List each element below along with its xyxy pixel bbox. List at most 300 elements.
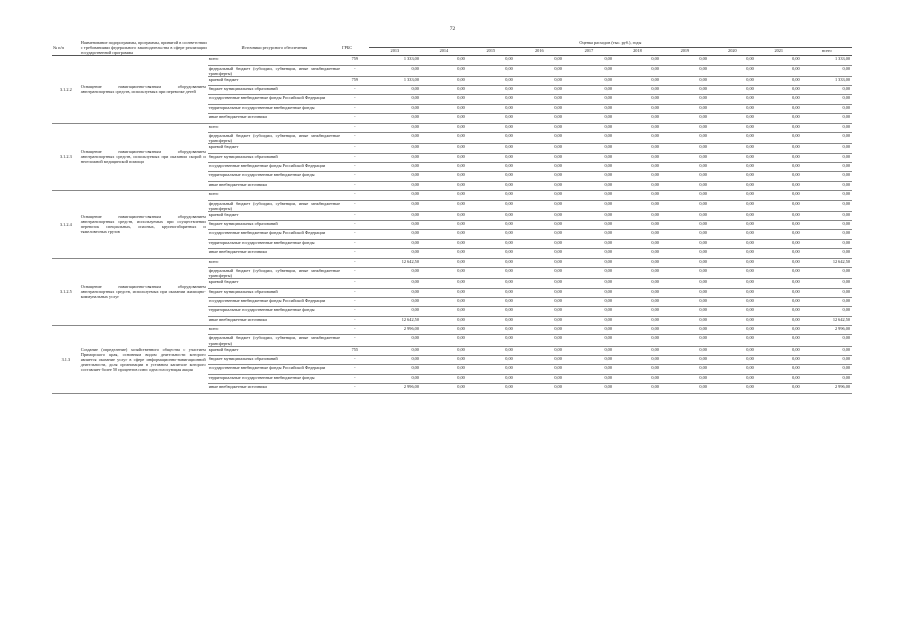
header-year: всего: [802, 48, 852, 56]
amount-cell: 0,00: [802, 114, 852, 123]
amount-cell: 0,00: [467, 172, 515, 181]
amount-cell: 0,00: [564, 56, 614, 65]
amount-cell: 0,00: [756, 288, 802, 297]
amount-cell: 0,00: [515, 181, 564, 190]
amount-cell: 0,00: [564, 65, 614, 76]
source-label: всего: [208, 56, 341, 65]
source-label: территориальные государственные внебюджетные фонды: [208, 374, 341, 383]
source-label: территориальные государственные внебюджетные фонды: [208, 172, 341, 181]
amount-cell: 0,00: [467, 239, 515, 248]
amount-cell: 0,00: [709, 239, 756, 248]
item-name: Оснащение навигационно-связным оборудованием автотранспортных средств, используемых при перевозке детей: [80, 56, 208, 123]
header-source: Источники ресурсного обеспечения: [208, 40, 341, 56]
amount-cell: 0,00: [369, 288, 421, 297]
amount-cell: 0,00: [421, 307, 467, 316]
amount-cell: 0,00: [515, 335, 564, 346]
amount-cell: 0,00: [709, 230, 756, 239]
amount-cell: 0,00: [756, 65, 802, 76]
item-name: Оснащение навигационно-связным оборудованием автотранспортных средств, используемых при осуществлении перевозок специальных, опасных, крупногабаритных и тяжеловесных грузов: [80, 191, 208, 258]
amount-cell: 0,00: [756, 200, 802, 211]
amount-cell: 0,00: [421, 95, 467, 104]
amount-cell: 0,00: [661, 95, 709, 104]
amount-cell: 0,00: [467, 153, 515, 162]
amount-cell: 0,00: [661, 374, 709, 383]
amount-cell: 0,00: [515, 365, 564, 374]
amount-cell: 0,00: [614, 181, 661, 190]
grbs-code: -: [341, 211, 369, 220]
amount-cell: 0,00: [515, 86, 564, 95]
amount-cell: 0,00: [661, 200, 709, 211]
amount-cell: 0,00: [421, 211, 467, 220]
amount-cell: 0,00: [421, 374, 467, 383]
grbs-code: -: [341, 288, 369, 297]
amount-cell: 0,00: [661, 384, 709, 393]
amount-cell: 0,00: [756, 297, 802, 306]
amount-cell: 0,00: [614, 95, 661, 104]
amount-cell: 0,00: [614, 123, 661, 132]
amount-cell: 0,00: [614, 144, 661, 153]
amount-cell: 0,00: [467, 267, 515, 278]
source-label: федеральный бюджет (субсидии, субвенции, иные межбюджетные трансферты): [208, 335, 340, 346]
amount-cell: 0,00: [421, 221, 467, 230]
amount-cell: 0,00: [756, 279, 802, 288]
source-label: государственные внебюджетные фонды Российской Федерации: [208, 297, 341, 306]
grbs-code: 755: [341, 346, 369, 355]
amount-cell: 0,00: [709, 355, 756, 364]
amount-cell: 0,00: [369, 355, 421, 364]
amount-cell: 0,00: [564, 374, 614, 383]
amount-cell: 0,00: [614, 114, 661, 123]
amount-cell: 0,00: [515, 346, 564, 355]
amount-cell: 0,00: [421, 144, 467, 153]
amount-cell: 0,00: [709, 267, 756, 278]
source-label: краевой бюджет: [208, 346, 341, 355]
amount-cell: 0,00: [614, 239, 661, 248]
amount-cell: 0,00: [756, 95, 802, 104]
header-name: Наименование подпрограммы, программы, принятой в соответствии с требованиями федерального законодательства в сфере реализации государственной программы: [80, 40, 207, 56]
amount-cell: 0,00: [564, 355, 614, 364]
amount-cell: 0,00: [756, 76, 802, 85]
amount-cell: 0,00: [756, 162, 802, 171]
amount-cell: 0,00: [802, 133, 852, 144]
amount-cell: 0,00: [661, 56, 709, 65]
amount-cell: 0,00: [369, 172, 421, 181]
amount-cell: 0,00: [564, 221, 614, 230]
amount-cell: 0,00: [515, 95, 564, 104]
amount-cell: 0,00: [369, 279, 421, 288]
item-number: 3.1.2.5: [52, 258, 80, 325]
amount-cell: 0,00: [515, 144, 564, 153]
amount-cell: 0,00: [564, 172, 614, 181]
amount-cell: 0,00: [369, 230, 421, 239]
header-year: 2021: [756, 48, 802, 56]
header-year: 2019: [661, 48, 709, 56]
amount-cell: 0,00: [661, 162, 709, 171]
source-label: государственные внебюджетные фонды Российской Федерации: [208, 162, 341, 171]
amount-cell: 0,00: [467, 316, 515, 325]
table-row: [52, 123, 852, 132]
header-year: 2018: [614, 48, 661, 56]
amount-cell: 0,00: [515, 114, 564, 123]
item-number: 3.1.3: [52, 326, 80, 393]
amount-cell: 0,00: [802, 153, 852, 162]
amount-cell: 0,00: [802, 297, 852, 306]
amount-cell: 0,00: [709, 297, 756, 306]
source-label: бюджет муниципальных образований: [208, 221, 341, 230]
amount-cell: 0,00: [421, 104, 467, 113]
amount-cell: 0,00: [709, 288, 756, 297]
amount-cell: 0,00: [709, 133, 756, 144]
amount-cell: 0,00: [369, 153, 421, 162]
amount-cell: 0,00: [709, 335, 756, 346]
amount-cell: 0,00: [614, 326, 661, 335]
amount-cell: 0,00: [661, 258, 709, 267]
amount-cell: 0,00: [515, 230, 564, 239]
source-label: всего: [208, 123, 341, 132]
amount-cell: 0,00: [369, 191, 421, 200]
amount-cell: 0,00: [467, 221, 515, 230]
amount-cell: 0,00: [369, 221, 421, 230]
amount-cell: 0,00: [369, 65, 421, 76]
amount-cell: 0,00: [369, 335, 421, 346]
header-num: № п/п: [52, 40, 80, 56]
amount-cell: 0,00: [709, 104, 756, 113]
amount-cell: 0,00: [661, 181, 709, 190]
amount-cell: 0,00: [756, 316, 802, 325]
amount-cell: 0,00: [756, 335, 802, 346]
amount-cell: 0,00: [661, 239, 709, 248]
amount-cell: 0,00: [467, 346, 515, 355]
amount-cell: 0,00: [421, 191, 467, 200]
amount-cell: 0,00: [614, 267, 661, 278]
grbs-code: 759: [341, 56, 369, 65]
grbs-code: -: [341, 335, 369, 346]
amount-cell: 0,00: [421, 162, 467, 171]
amount-cell: 0,00: [614, 307, 661, 316]
amount-cell: 0,00: [564, 230, 614, 239]
amount-cell: 0,00: [421, 114, 467, 123]
grbs-code: -: [341, 172, 369, 181]
amount-cell: 0,00: [756, 211, 802, 220]
grbs-code: -: [341, 326, 369, 335]
amount-cell: 0,00: [564, 114, 614, 123]
amount-cell: 0,00: [614, 249, 661, 258]
amount-cell: 0,00: [709, 191, 756, 200]
amount-cell: 0,00: [709, 95, 756, 104]
amount-cell: 0,00: [421, 316, 467, 325]
amount-cell: 0,00: [467, 200, 515, 211]
source-label: краевой бюджет: [208, 76, 341, 85]
grbs-code: -: [341, 95, 369, 104]
amount-cell: 0,00: [369, 144, 421, 153]
amount-cell: 0,00: [564, 211, 614, 220]
grbs-code: -: [341, 355, 369, 364]
amount-cell: 0,00: [661, 153, 709, 162]
amount-cell: 0,00: [709, 211, 756, 220]
amount-cell: 0,00: [756, 172, 802, 181]
amount-cell: 0,00: [515, 133, 564, 144]
amount-cell: 12 642,50: [369, 258, 421, 267]
amount-cell: 0,00: [661, 288, 709, 297]
source-label: краевой бюджет: [208, 279, 341, 288]
amount-cell: 0,00: [661, 307, 709, 316]
amount-cell: 0,00: [756, 86, 802, 95]
amount-cell: 0,00: [661, 211, 709, 220]
amount-cell: 0,00: [515, 374, 564, 383]
amount-cell: 0,00: [467, 76, 515, 85]
amount-cell: 0,00: [369, 239, 421, 248]
amount-cell: 0,00: [614, 384, 661, 393]
amount-cell: 0,00: [515, 211, 564, 220]
amount-cell: 0,00: [467, 365, 515, 374]
amount-cell: 0,00: [421, 56, 467, 65]
amount-cell: 0,00: [564, 95, 614, 104]
amount-cell: 0,00: [369, 365, 421, 374]
grbs-code: -: [341, 221, 369, 230]
amount-cell: 0,00: [661, 191, 709, 200]
amount-cell: 0,00: [369, 211, 421, 220]
amount-cell: 0,00: [709, 249, 756, 258]
amount-cell: 0,00: [614, 56, 661, 65]
amount-cell: 0,00: [564, 133, 614, 144]
amount-cell: 0,00: [515, 191, 564, 200]
amount-cell: 0,00: [467, 288, 515, 297]
page-number: 72: [449, 26, 456, 32]
amount-cell: 0,00: [614, 258, 661, 267]
amount-cell: 0,00: [564, 297, 614, 306]
amount-cell: 0,00: [421, 384, 467, 393]
amount-cell: 0,00: [756, 114, 802, 123]
amount-cell: 0,00: [421, 123, 467, 132]
amount-cell: 0,00: [467, 230, 515, 239]
amount-cell: 0,00: [515, 297, 564, 306]
amount-cell: 0,00: [421, 346, 467, 355]
amount-cell: 0,00: [515, 65, 564, 76]
amount-cell: 0,00: [467, 307, 515, 316]
amount-cell: 0,00: [369, 374, 421, 383]
amount-cell: 0,00: [756, 326, 802, 335]
amount-cell: 0,00: [467, 123, 515, 132]
amount-cell: 0,00: [756, 191, 802, 200]
amount-cell: 0,00: [661, 297, 709, 306]
amount-cell: 0,00: [614, 200, 661, 211]
amount-cell: 0,00: [467, 258, 515, 267]
amount-cell: 0,00: [515, 172, 564, 181]
amount-cell: 0,00: [564, 288, 614, 297]
grbs-code: -: [341, 230, 369, 239]
amount-cell: 0,00: [709, 172, 756, 181]
amount-cell: 0,00: [802, 307, 852, 316]
amount-cell: 0,00: [467, 355, 515, 364]
amount-cell: 0,00: [709, 221, 756, 230]
amount-cell: 0,00: [614, 133, 661, 144]
amount-cell: 0,00: [709, 200, 756, 211]
table-row: [52, 56, 852, 65]
amount-cell: 0,00: [369, 86, 421, 95]
amount-cell: 0,00: [802, 221, 852, 230]
source-label: бюджет муниципальных образований: [208, 153, 341, 162]
grbs-code: -: [341, 65, 369, 76]
grbs-code: -: [341, 123, 369, 132]
amount-cell: 0,00: [564, 123, 614, 132]
amount-cell: 0,00: [661, 365, 709, 374]
header-year: 2020: [709, 48, 756, 56]
amount-cell: 0,00: [802, 95, 852, 104]
grbs-code: -: [341, 316, 369, 325]
amount-cell: 0,00: [467, 326, 515, 335]
amount-cell: 0,00: [661, 335, 709, 346]
amount-cell: 0,00: [614, 191, 661, 200]
source-label: федеральный бюджет (субсидии, субвенции, иные межбюджетные трансферты): [208, 200, 340, 211]
amount-cell: 0,00: [756, 258, 802, 267]
item-name: Оснащение навигационно-связным оборудованием автотранспортных средств, используемых при оказании жилищно-коммунальных услуг: [80, 258, 208, 325]
grbs-code: -: [341, 144, 369, 153]
amount-cell: 0,00: [802, 200, 852, 211]
amount-cell: 0,00: [661, 230, 709, 239]
amount-cell: 0,00: [515, 200, 564, 211]
amount-cell: 0,00: [421, 86, 467, 95]
amount-cell: 0,00: [756, 384, 802, 393]
amount-cell: 0,00: [614, 221, 661, 230]
amount-cell: 0,00: [369, 123, 421, 132]
amount-cell: 0,00: [421, 200, 467, 211]
amount-cell: 0,00: [421, 267, 467, 278]
amount-cell: 0,00: [709, 181, 756, 190]
amount-cell: 2 996,00: [369, 326, 421, 335]
amount-cell: 0,00: [421, 258, 467, 267]
amount-cell: 0,00: [614, 65, 661, 76]
source-label: государственные внебюджетные фонды Российской Федерации: [208, 95, 341, 104]
grbs-code: -: [341, 307, 369, 316]
source-label: федеральный бюджет (субсидии, субвенции, иные межбюджетные трансферты): [208, 267, 340, 279]
amount-cell: 0,00: [564, 307, 614, 316]
amount-cell: 0,00: [515, 258, 564, 267]
source-label: иные внебюджетные источники: [208, 114, 341, 123]
amount-cell: 12 642,50: [802, 258, 852, 267]
amount-cell: 0,00: [515, 162, 564, 171]
amount-cell: 0,00: [614, 365, 661, 374]
amount-cell: 0,00: [756, 144, 802, 153]
amount-cell: 0,00: [802, 211, 852, 220]
amount-cell: 0,00: [709, 76, 756, 85]
amount-cell: 0,00: [756, 230, 802, 239]
amount-cell: 0,00: [661, 316, 709, 325]
header-year: 2016: [515, 48, 564, 56]
amount-cell: 0,00: [467, 297, 515, 306]
amount-cell: 0,00: [467, 191, 515, 200]
amount-cell: 0,00: [421, 249, 467, 258]
amount-cell: 0,00: [709, 326, 756, 335]
source-label: федеральный бюджет (субсидии, субвенции, иные межбюджетные трансферты): [208, 65, 340, 76]
amount-cell: 0,00: [614, 279, 661, 288]
amount-cell: 0,00: [709, 153, 756, 162]
amount-cell: 0,00: [709, 279, 756, 288]
amount-cell: 0,00: [756, 133, 802, 144]
amount-cell: 0,00: [564, 86, 614, 95]
amount-cell: 0,00: [802, 365, 852, 374]
header-year: 2017: [564, 48, 614, 56]
source-label: всего: [208, 258, 341, 267]
amount-cell: 0,00: [564, 258, 614, 267]
amount-cell: 0,00: [515, 279, 564, 288]
source-label: краевой бюджет: [208, 144, 341, 153]
amount-cell: 0,00: [421, 365, 467, 374]
amount-cell: 0,00: [614, 374, 661, 383]
source-label: иные внебюджетные источники: [208, 384, 341, 393]
grbs-code: -: [341, 249, 369, 258]
source-label: территориальные государственные внебюджетные фонды: [208, 307, 341, 316]
amount-cell: 0,00: [802, 172, 852, 181]
amount-cell: 0,00: [564, 316, 614, 325]
amount-cell: 1 333,00: [369, 56, 421, 65]
amount-cell: 0,00: [661, 76, 709, 85]
amount-cell: 0,00: [467, 86, 515, 95]
amount-cell: 0,00: [709, 65, 756, 76]
source-label: бюджет муниципальных образований: [208, 355, 341, 364]
amount-cell: 0,00: [756, 355, 802, 364]
amount-cell: 0,00: [756, 374, 802, 383]
grbs-code: -: [341, 239, 369, 248]
grbs-code: -: [341, 258, 369, 267]
amount-cell: 0,00: [369, 104, 421, 113]
amount-cell: 0,00: [369, 162, 421, 171]
amount-cell: 0,00: [369, 95, 421, 104]
amount-cell: 0,00: [564, 104, 614, 113]
source-label: территориальные государственные внебюджетные фонды: [208, 239, 341, 248]
source-label: иные внебюджетные источники: [208, 181, 341, 190]
amount-cell: 0,00: [661, 279, 709, 288]
amount-cell: 0,00: [756, 123, 802, 132]
amount-cell: 0,00: [564, 144, 614, 153]
amount-cell: 0,00: [614, 288, 661, 297]
amount-cell: 0,00: [709, 365, 756, 374]
amount-cell: 0,00: [709, 123, 756, 132]
amount-cell: 0,00: [564, 279, 614, 288]
amount-cell: 0,00: [564, 335, 614, 346]
amount-cell: 0,00: [564, 346, 614, 355]
amount-cell: 0,00: [515, 76, 564, 85]
header-year: 2015: [467, 48, 515, 56]
amount-cell: 0,00: [614, 211, 661, 220]
amount-cell: 0,00: [467, 65, 515, 76]
source-label: всего: [208, 326, 341, 335]
amount-cell: 0,00: [369, 200, 421, 211]
amount-cell: 0,00: [661, 355, 709, 364]
source-label: краевой бюджет: [208, 211, 341, 220]
amount-cell: 0,00: [614, 346, 661, 355]
amount-cell: 0,00: [661, 144, 709, 153]
amount-cell: 0,00: [802, 86, 852, 95]
amount-cell: 1 333,00: [802, 56, 852, 65]
amount-cell: 0,00: [802, 191, 852, 200]
amount-cell: 0,00: [802, 239, 852, 248]
amount-cell: 0,00: [369, 249, 421, 258]
amount-cell: 0,00: [709, 384, 756, 393]
item-number: 3.1.2.2: [52, 56, 80, 123]
grbs-code: 759: [341, 76, 369, 85]
grbs-code: -: [341, 191, 369, 200]
source-label: иные внебюджетные источники: [208, 249, 341, 258]
amount-cell: 0,00: [421, 133, 467, 144]
table-row: [52, 326, 852, 335]
amount-cell: 0,00: [421, 335, 467, 346]
amount-cell: 0,00: [756, 181, 802, 190]
amount-cell: 0,00: [515, 239, 564, 248]
amount-cell: 0,00: [421, 230, 467, 239]
amount-cell: 0,00: [661, 249, 709, 258]
amount-cell: 0,00: [709, 346, 756, 355]
amount-cell: 0,00: [467, 95, 515, 104]
